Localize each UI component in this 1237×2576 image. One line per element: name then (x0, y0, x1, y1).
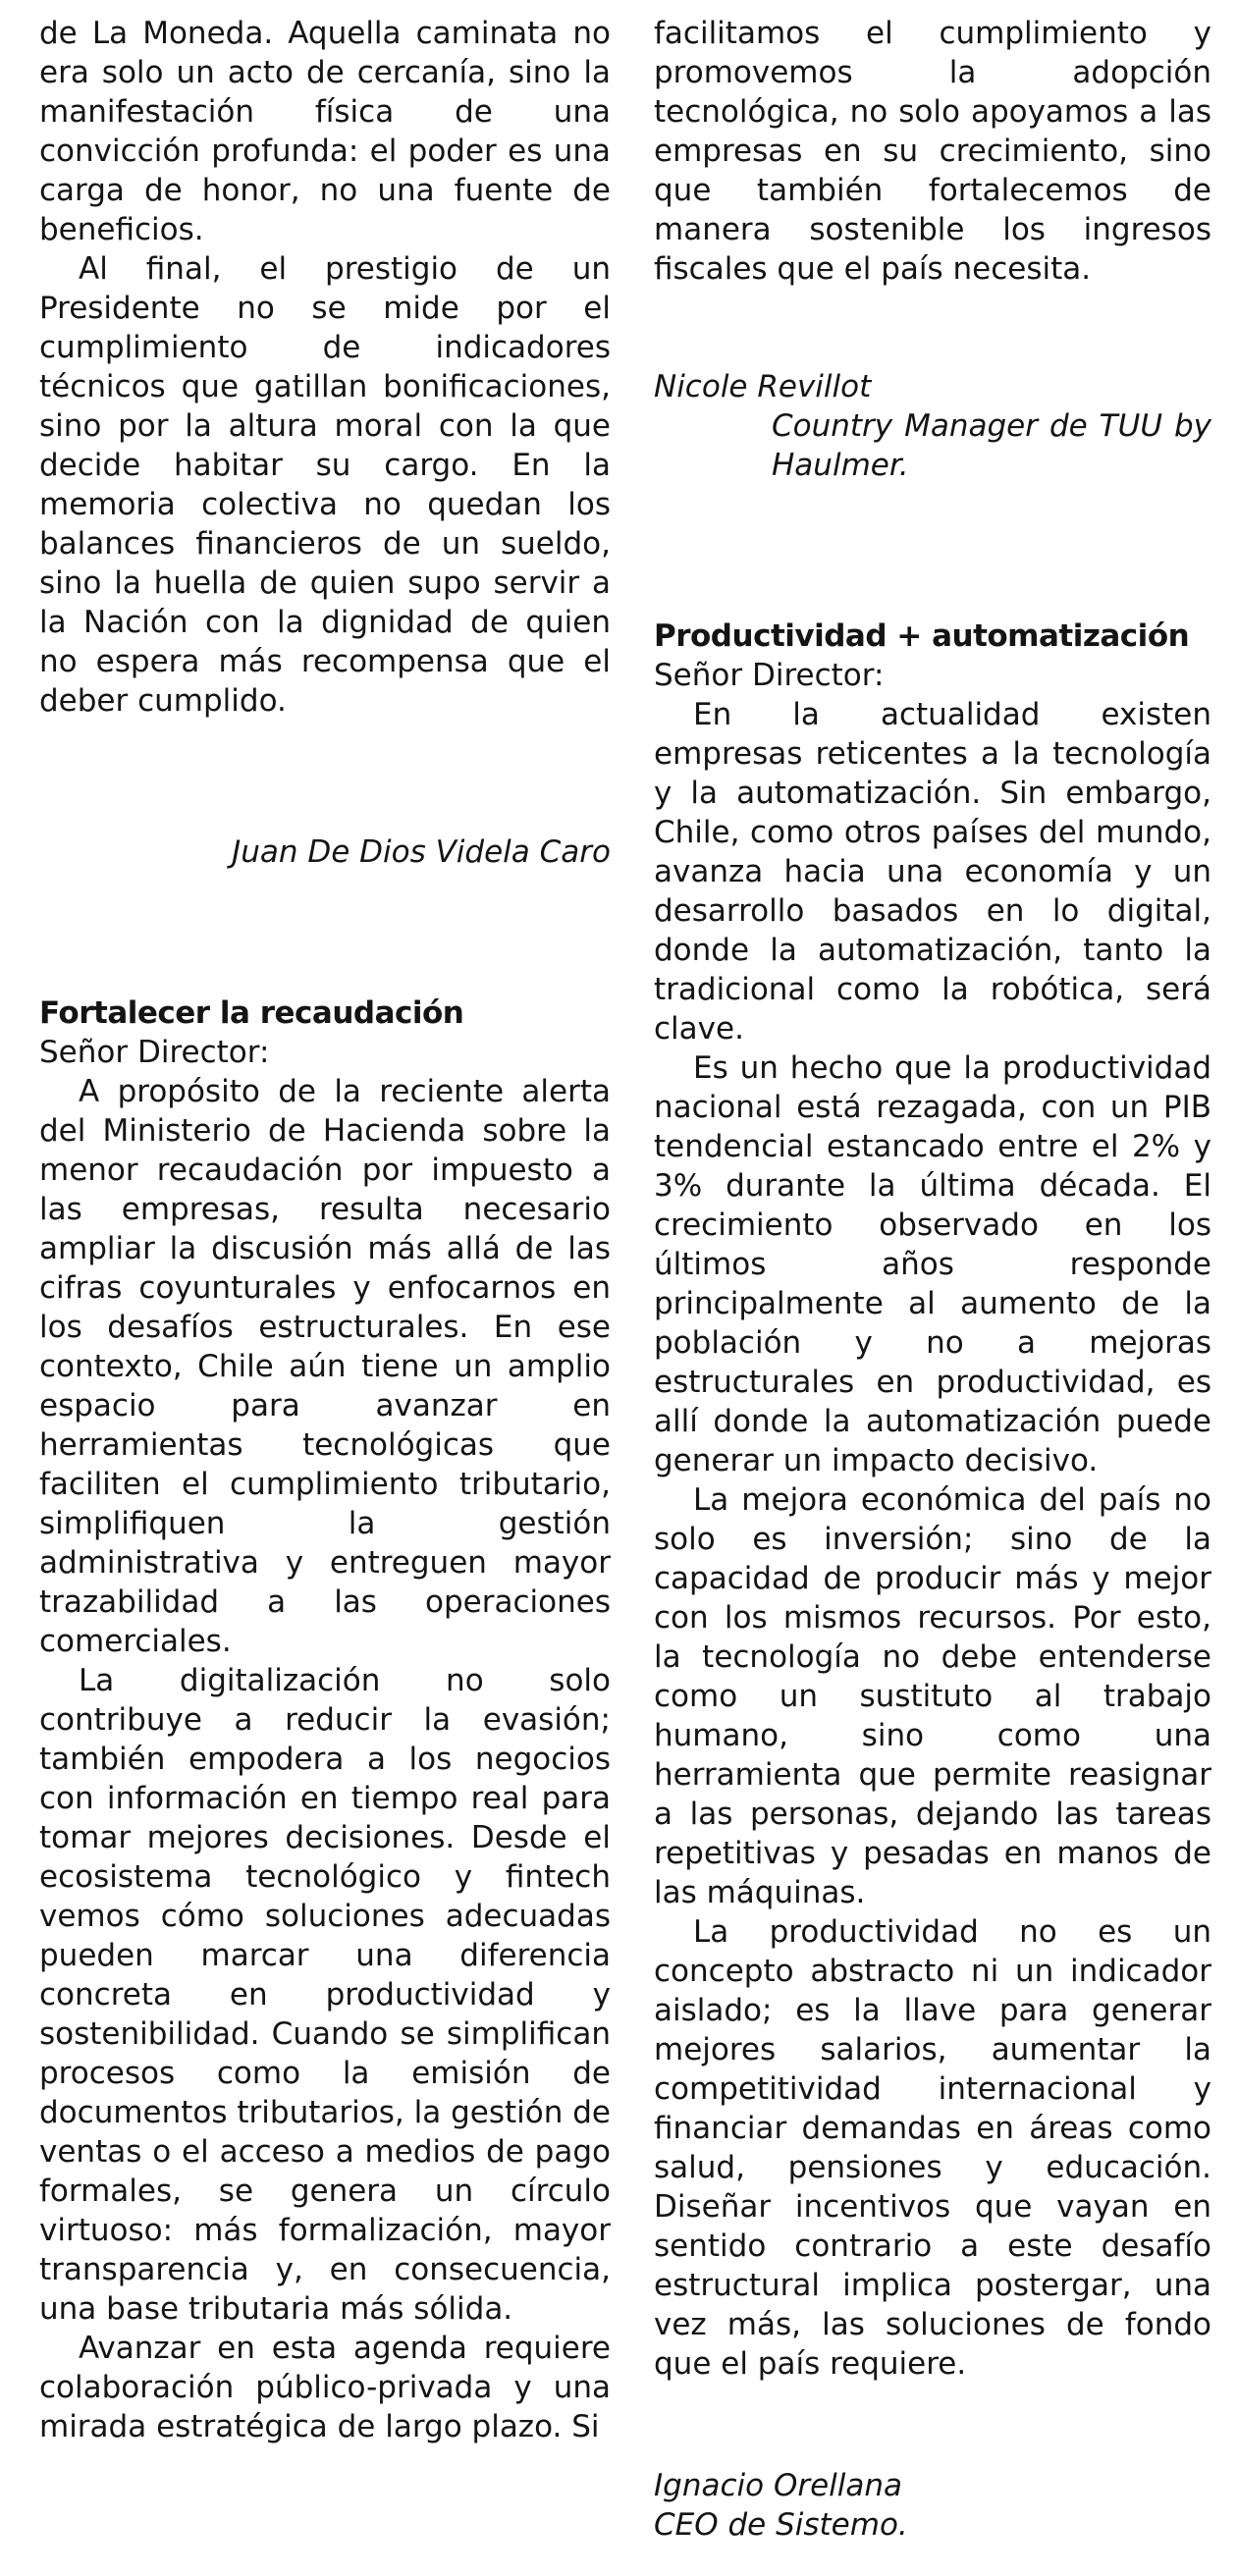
salutation: Señor Director: (654, 658, 885, 693)
signature-name: Juan De Dios Videla Caro (232, 834, 611, 870)
paragraph: Avanzar en esta agenda requiere colaboración público-privada y una mirada estratégica de largo plazo. Si (39, 2331, 611, 2444)
paragraph: La mejora económica del país no solo es inversión; sino de la capacidad de producir más y mejor con los mismos recursos. Por esto, la tecnología no debe entenderse como un sustituto al trabajo humano, sino como una herramienta que permite reasignar a las personas, dejando las tareas repetitivas y pesadas en manos de las máquinas. (654, 1482, 1211, 1910)
letter-fortalecer-la-recaudacion (39, 993, 611, 2446)
paragraph: La productividad no es un concepto abstracto ni un indicador aislado; es la llave para generar mejores salarios, aumentar la competitividad internacional y financiar demandas en áreas como salud, pensiones y educación. Diseñar incentivos que vayan en sentido contrario a este desafío estructural implica postergar, una vez más, las soluciones de fondo que el país requiere. (654, 1914, 1211, 2382)
signature-name: Nicole Revillot (654, 369, 872, 404)
paragraph: Es un hecho que la productividad nacional está rezagada, con un PIB tendencial estancado entre el 2% y 3% durante la última década. El crecimiento observado en los últimos años responde principalmente al aumento de la población y no a mejoras estructurales en productividad, es allí donde la automatización puede generar un impacto decisivo. (654, 1050, 1211, 1478)
paragraph: de La Moneda. Aquella caminata no era solo un acto de cercanía, sino la manifestación física de una convicción profunda: el poder es una carga de honor, no una fuente de beneficios. (39, 16, 611, 247)
signature-title: Country Manager de TUU by Haulmer. (772, 408, 1211, 483)
paragraph: facilitamos el cumplimiento y promovemos la adopción tecnológica, no solo apoyamos a las empresas en su crecimiento, sino que también fortalecemos de manera sostenible los ingresos fiscales que el país necesita. (654, 16, 1211, 287)
letter-continuation-videla (39, 14, 611, 721)
signature-name: Ignacio Orellana (654, 2468, 903, 2503)
paragraph: La digitalización no solo contribuye a reducir la evasión; también empodera a los negocios con información en tiempo real para tomar mejores decisiones. Desde el ecosistema tecnológico y fintech vemos cómo soluciones adecuadas pueden marcar una diferencia concreta en productividad y sostenibilidad. Cuando se simplifican procesos como la emisión de documentos tributarios, la gestión de ventas o el acceso a medios de pago formales, se genera un círculo virtuoso: más formalización, mayor transparencia y, en consecuencia, una base tributaria más sólida. (39, 1663, 611, 2327)
paragraph: Al final, el prestigio de un Presidente no se mide por el cumplimiento de indicadores técnicos que gatillan bonificaciones, sino por la altura moral con la que decide habitar su cargo. En la memoria colectiva no quedan los balances financieros de un sueldo, sino la huella de quien supo servir a la Nación con la dignidad de quien no espera más recompensa que el deber cumplido. (39, 251, 611, 719)
paragraph: A propósito de la reciente alerta del Ministerio de Hacienda sobre la menor recaudación por impuesto a las empresas, resulta necesario ampliar la discusión más allá de las cifras coyunturales y enfocarnos en los desafíos estructurales. En ese contexto, Chile aún tiene un amplio espacio para avanzar en herramientas tecnológicas que faciliten el cumplimiento tributario, simplifiquen la gestión administrativa y entreguen mayor trazabilidad a las operaciones comerciales. (39, 1074, 611, 1659)
letter-heading: Productividad + automatización (654, 618, 1190, 654)
signature-block (654, 367, 1211, 485)
letter-heading: Fortalecer la recaudación (39, 995, 464, 1031)
signature-block (654, 2466, 1211, 2545)
letter-continuation-revillot (654, 14, 1211, 289)
salutation: Señor Director: (39, 1035, 270, 1070)
signature-title: CEO de Sistemo. (654, 2507, 908, 2543)
letter-productividad-automatizacion (654, 617, 1211, 2384)
paragraph: En la actualidad existen empresas reticentes a la tecnología y la automatización. Sin embargo, Chile, como otros países del mundo, avanza hacia una economía y un desarrollo basados en lo digital, donde la automatización, tanto la tradicional como la robótica, será clave. (654, 697, 1211, 1046)
